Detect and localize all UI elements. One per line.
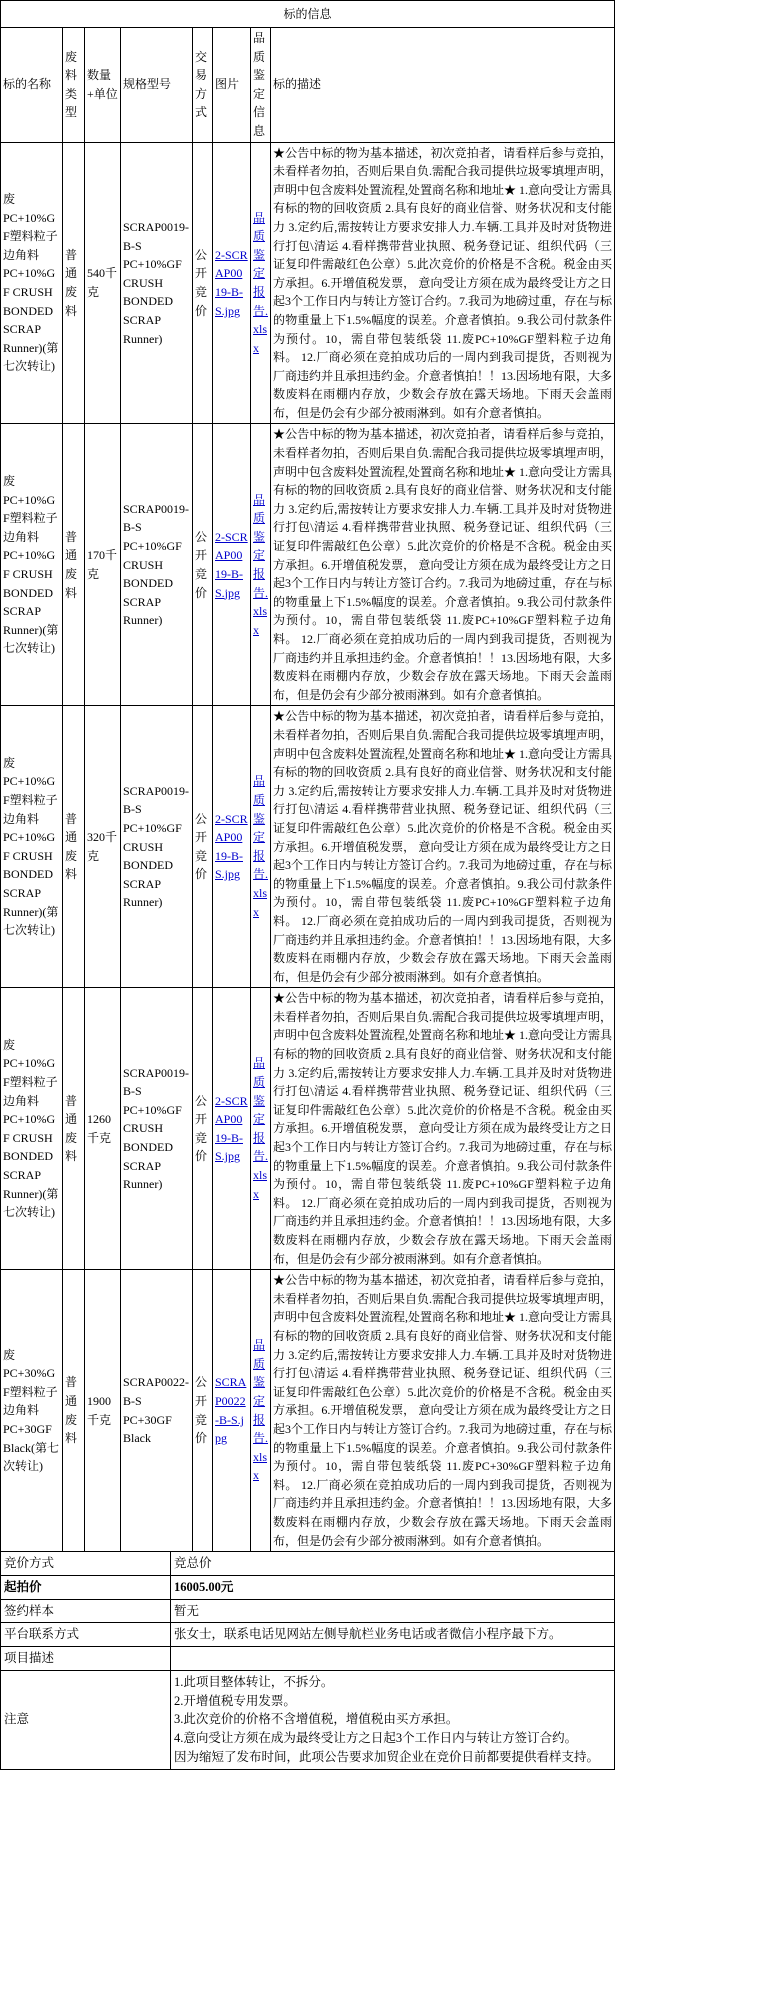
column-header-waste-type: 废料类型	[63, 28, 85, 143]
label-contract-sample: 签约样本	[1, 1599, 171, 1623]
subject-name: 废PC+30%GF塑料粒子边角料PC+30GF Black(第七次转让)	[1, 1270, 63, 1552]
trade-mode: 公开竞价	[193, 706, 213, 988]
picture-link[interactable]: SCRAP0022-B-S.jpg	[215, 1375, 247, 1446]
picture-link[interactable]: 2-SCRAP0019-B-S.jpg	[215, 811, 248, 882]
label-project-description: 项目描述	[1, 1647, 171, 1671]
value-bid-mode: 竞总价	[171, 1552, 615, 1576]
summary-row-platform-contact	[1, 1623, 615, 1647]
waste-type: 普通废料	[63, 1270, 85, 1552]
spec-model: SCRAP0022-B-S PC+30GF Black	[121, 1270, 193, 1552]
label-start-price: 起拍价	[1, 1575, 171, 1599]
column-header-quality-report: 品质鉴定信息	[251, 28, 271, 143]
quality-report-link[interactable]: 品质鉴定报告.xlsx	[253, 774, 269, 919]
label-platform-contact: 平台联系方式	[1, 1623, 171, 1647]
picture-link[interactable]: 2-SCRAP0019-B-S.jpg	[215, 529, 248, 600]
value-project-description	[171, 1647, 615, 1671]
quality-report-link[interactable]: 品质鉴定报告.xlsx	[253, 210, 269, 355]
waste-type: 普通废料	[63, 142, 85, 424]
note-line: 3.此次竞价的价格不含增值税，增值税由买方承担。	[174, 1712, 459, 1727]
note-line: 4.意向受让方须在成为最终受让方之日起3个工作日内与转让方签订合约。	[174, 1731, 578, 1746]
quantity: 170千克	[85, 424, 121, 706]
note-line: 1.此项目整体转让，不拆分。	[174, 1674, 334, 1689]
table-row	[1, 1270, 615, 1552]
table-header-row	[1, 28, 615, 143]
spec-model: SCRAP0019-B-S PC+10%GF CRUSH BONDED SCRAP Runner)	[121, 424, 193, 706]
column-header-quantity: 数量+单位	[85, 28, 121, 143]
quantity: 320千克	[85, 706, 121, 988]
summary-row-project-description	[1, 1647, 615, 1671]
value-platform-contact: 张女士，联系电话见网站左侧导航栏业务电话或者微信小程序最下方。	[171, 1623, 615, 1647]
subject-name: 废PC+10%GF塑料粒子边角料PC+10%GF CRUSH BONDED SCRAP Runner)(第七次转让)	[1, 424, 63, 706]
note-line: 2.开增值税专用发票。	[174, 1693, 296, 1708]
table-row	[1, 142, 615, 424]
waste-type: 普通废料	[63, 988, 85, 1270]
subject-description: ★公告中标的物为基本描述，初次竞拍者，请看样后参与竞拍，未看样者勿拍，否则后果自负.需配合我司提供垃圾零填埋声明，声明中包含废料处置流程,处置商名称和地址★ 1.意向受让方需具有标的物的回收资质 2.具有良好的商业信誉、财务状况和支付能力 3.定约后,需按转让方要求安排人力.车辆.工具并及时对货物进行打包\清运 4.看样携带营业执照、税务登记证、组织代码（三证复印件需敲红色公章）5.此次竞价的价格是不含税。税金由买方承担。6.开增值税发票， 意向受让方须在成为最终受让方之日起3个工作日内与转让方签订合约。7.我司为地磅过重，存在与标的物重量上下1.5%幅度的误差。介意者慎拍。9.我公司付款条件为预付。10，需自带包装纸袋 11.废PC+10%GF塑料粒子边角料。 12.厂商必须在竞拍成功后的一周内到我司提货，否则视为厂商违约并且承担违约金。介意者慎拍！！13.因场地有限，大多数废料在雨棚内存放，少数会存放在露天场地。下雨天会盖雨布，但是仍会有少部分被雨淋到。如有介意者慎拍。	[273, 427, 613, 702]
column-header-picture: 图片	[213, 28, 251, 143]
note-line: 因为缩短了发布时间，此项公告要求加贸企业在竞价日前都要提供看样支持。	[174, 1749, 600, 1764]
waste-type: 普通废料	[63, 706, 85, 988]
column-header-trade-mode: 交易方式	[193, 28, 213, 143]
table-row	[1, 988, 615, 1270]
auction-summary-table	[0, 1551, 615, 1770]
value-start-price: 16005.00元	[171, 1575, 615, 1599]
trade-mode: 公开竞价	[193, 1270, 213, 1552]
subject-description: ★公告中标的物为基本描述，初次竞拍者，请看样后参与竞拍，未看样者勿拍，否则后果自负.需配合我司提供垃圾零填埋声明，声明中包含废料处置流程,处置商名称和地址★ 1.意向受让方需具有标的物的回收资质 2.具有良好的商业信誉、财务状况和支付能力 3.定约后,需按转让方要求安排人力.车辆.工具并及时对货物进行打包\清运 4.看样携带营业执照、税务登记证、组织代码（三证复印件需敲红色公章）5.此次竞价的价格是不含税。税金由买方承担。6.开增值税发票， 意向受让方须在成为最终受让方之日起3个工作日内与转让方签订合约。7.我司为地磅过重，存在与标的物重量上下1.5%幅度的误差。介意者慎拍。9.我公司付款条件为预付。10，需自带包装纸袋 11.废PC+10%GF塑料粒子边角料。 12.厂商必须在竞拍成功后的一周内到我司提货，否则视为厂商违约并且承担违约金。介意者慎拍！！13.因场地有限，大多数废料在雨棚内存放，少数会存放在露天场地。下雨天会盖雨布，但是仍会有少部分被雨淋到。如有介意者慎拍。	[273, 709, 613, 984]
quantity: 1260千克	[85, 988, 121, 1270]
trade-mode: 公开竞价	[193, 424, 213, 706]
subject-description: ★公告中标的物为基本描述，初次竞拍者，请看样后参与竞拍，未看样者勿拍，否则后果自负.需配合我司提供垃圾零填埋声明，声明中包含废料处置流程,处置商名称和地址★ 1.意向受让方需具有标的物的回收资质 2.具有良好的商业信誉、财务状况和支付能力 3.定约后,需按转让方要求安排人力.车辆.工具并及时对货物进行打包\清运 4.看样携带营业执照、税务登记证、组织代码（三证复印件需敲红色公章）5.此次竞价的价格是不含税。税金由买方承担。6.开增值税发票， 意向受让方须在成为最终受让方之日起3个工作日内与转让方签订合约。7.我司为地磅过重，存在与标的物重量上下1.5%幅度的误差。介意者慎拍。9.我公司付款条件为预付。10，需自带包装纸袋 11.废PC+10%GF塑料粒子边角料。 12.厂商必须在竞拍成功后的一周内到我司提货，否则视为厂商违约并且承担违约金。介意者慎拍！！13.因场地有限，大多数废料在雨棚内存放，少数会存放在露天场地。下雨天会盖雨布，但是仍会有少部分被雨淋到。如有介意者慎拍。	[273, 991, 613, 1266]
table-row	[1, 706, 615, 988]
page-title: 标的信息	[1, 1, 615, 28]
quantity: 540千克	[85, 142, 121, 424]
subject-name: 废PC+10%GF塑料粒子边角料PC+10%GF CRUSH BONDED SCRAP Runner)(第七次转让)	[1, 142, 63, 424]
subject-description: ★公告中标的物为基本描述，初次竞拍者，请看样后参与竞拍，未看样者勿拍，否则后果自负.需配合我司提供垃圾零填埋声明，声明中包含废料处置流程,处置商名称和地址★ 1.意向受让方需具有标的物的回收资质 2.具有良好的商业信誉、财务状况和支付能力 3.定约后,需按转让方要求安排人力.车辆.工具并及时对货物进行打包\清运 4.看样携带营业执照、税务登记证、组织代码（三证复印件需敲红色公章）5.此次竞价的价格是不含税。税金由买方承担。6.开增值税发票， 意向受让方须在成为最终受让方之日起3个工作日内与转让方签订合约。7.我司为地磅过重，存在与标的物重量上下1.5%幅度的误差。介意者慎拍。9.我公司付款条件为预付。10，需自带包装纸袋 11.废PC+10%GF塑料粒子边角料。 12.厂商必须在竞拍成功后的一周内到我司提货，否则视为厂商违约并且承担违约金。介意者慎拍！！13.因场地有限，大多数废料在雨棚内存放，少数会存放在露天场地。下雨天会盖雨布，但是仍会有少部分被雨淋到。如有介意者慎拍。	[273, 145, 613, 420]
column-header-spec: 规格型号	[121, 28, 193, 143]
quality-report-link[interactable]: 品质鉴定报告.xlsx	[253, 1056, 269, 1201]
table-title-row	[1, 1, 615, 28]
spec-model: SCRAP0019-B-S PC+10%GF CRUSH BONDED SCRAP Runner)	[121, 706, 193, 988]
value-contract-sample: 暂无	[171, 1599, 615, 1623]
picture-link[interactable]: 2-SCRAP0019-B-S.jpg	[215, 1093, 248, 1164]
waste-type: 普通废料	[63, 424, 85, 706]
subject-name: 废PC+10%GF塑料粒子边角料PC+10%GF CRUSH BONDED SCRAP Runner)(第七次转让)	[1, 706, 63, 988]
quantity: 1900千克	[85, 1270, 121, 1552]
spec-model: SCRAP0019-B-S PC+10%GF CRUSH BONDED SCRAP Runner)	[121, 142, 193, 424]
subject-name: 废PC+10%GF塑料粒子边角料PC+10%GF CRUSH BONDED SCRAP Runner)(第七次转让)	[1, 988, 63, 1270]
trade-mode: 公开竞价	[193, 142, 213, 424]
trade-mode: 公开竞价	[193, 988, 213, 1270]
subject-description: ★公告中标的物为基本描述，初次竞拍者，请看样后参与竞拍，未看样者勿拍，否则后果自负.需配合我司提供垃圾零填埋声明，声明中包含废料处置流程,处置商名称和地址★ 1.意向受让方需具有标的物的回收资质 2.具有良好的商业信誉、财务状况和支付能力 3.定约后,需按转让方要求安排人力.车辆.工具并及时对货物进行打包\清运 4.看样携带营业执照、税务登记证、组织代码（三证复印件需敲红色公章）5.此次竞价的价格是不含税。税金由买方承担。6.开增值税发票， 意向受让方须在成为最终受让方之日起3个工作日内与转让方签订合约。7.我司为地磅过重，存在与标的物重量上下1.5%幅度的误差。介意者慎拍。9.我公司付款条件为预付。10，需自带包装纸袋 11.废PC+30%GF塑料粒子边角料。 12.厂商必须在竞拍成功后的一周内到我司提货，否则视为厂商违约并且承担违约金。介意者慎拍！！13.因场地有限，大多数废料在雨棚内存放，少数会存放在露天场地。下雨天会盖雨布，但是仍会有少部分被雨淋到。如有介意者慎拍。	[273, 1273, 613, 1548]
column-header-description: 标的描述	[271, 28, 615, 143]
picture-link[interactable]: 2-SCRAP0019-B-S.jpg	[215, 247, 248, 318]
summary-row-notes	[1, 1670, 615, 1769]
spec-model: SCRAP0019-B-S PC+10%GF CRUSH BONDED SCRAP Runner)	[121, 988, 193, 1270]
value-notes	[171, 1670, 615, 1769]
table-row	[1, 424, 615, 706]
quality-report-link[interactable]: 品质鉴定报告.xlsx	[253, 1338, 269, 1483]
quality-report-link[interactable]: 品质鉴定报告.xlsx	[253, 492, 269, 637]
label-bid-mode: 竞价方式	[1, 1552, 171, 1576]
summary-row-start-price	[1, 1575, 615, 1599]
column-header-name: 标的名称	[1, 28, 63, 143]
summary-row-bid-mode	[1, 1552, 615, 1576]
label-notes: 注意	[1, 1670, 171, 1769]
summary-row-contract-sample	[1, 1599, 615, 1623]
